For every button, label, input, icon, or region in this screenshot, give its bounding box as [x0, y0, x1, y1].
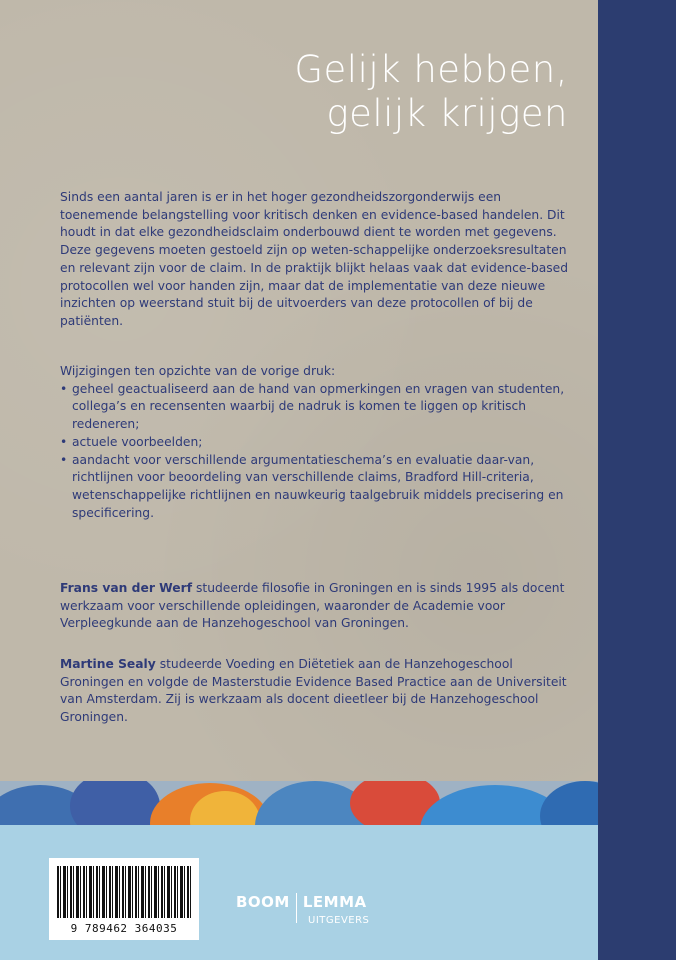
isbn-digits: 9 789462 364035 [70, 922, 178, 935]
spine-band [598, 0, 676, 960]
changes-section [60, 363, 576, 522]
changes-list [60, 381, 576, 523]
author-name: Martine Sealy [60, 657, 156, 671]
author-name: Frans van der Werf [60, 581, 193, 595]
title-line-1: Gelijk hebben, [294, 48, 568, 91]
author-bio-1 [60, 580, 576, 633]
publisher-name-right: LEMMA [302, 893, 367, 911]
publisher-name-left: BOOM [236, 893, 290, 911]
list-item: • aandacht voor verschillende argumentatieschema’s en evaluatie daar-van, richtlijnen voor beoordeling van verschillende claims, Bradford Hill-criteria, wetenschappelijke richtlijnen en nauwkeurig taalgebruik middels precisering en specificering. [60, 452, 576, 523]
illustration-strip [0, 781, 598, 825]
author-bio-text: studeerde Voeding en Diëtetiek aan de Hanzehogeschool Groningen en volgde de Masterstudie Evidence Based Practice aan de Universiteit van Amsterdam. Zij is werkzaam als docent dieetleer bij de Hanzehogeschool Groningen. [60, 657, 567, 725]
publisher-logo [236, 893, 396, 926]
book-title [294, 48, 568, 136]
author-bio-text: studeerde filosofie in Groningen en is sinds 1995 als docent werkzaam voor verschillende opleidingen, waaronder de Academie voor Verpleegkunde aan de Hanzehogeschool van Groningen. [60, 581, 565, 631]
intro-paragraph: Sinds een aantal jaren is er in het hoger gezondheidszorgonderwijs een toenemende belangstelling voor kritisch denken en evidence-based handelen. Dit houdt in dat elke gezondheidsclaim onderbouwd dient te worden met gegevens. Deze gegevens moeten gestoeld zijn op weten-schappelijke onderzoeksresultaten en relevant zijn voor de claim. In de praktijk blijkt helaas vaak dat evidence-based protocollen wel voor handen zijn, maar dat de implementatie van deze nieuwe inzichten op weerstand stuit bij de uitvoerders van deze protocollen of bij de patiënten. [60, 190, 569, 328]
publisher-subtitle: UITGEVERS [308, 915, 370, 926]
barcode-bars [57, 866, 191, 918]
list-item: • actuele voorbeelden; [60, 434, 576, 452]
author-bio-2 [60, 656, 576, 727]
list-item: • geheel geactualiseerd aan de hand van opmerkingen en vragen van studenten, collega’s en recensenten waarbij de nadruk is komen te liggen op kritisch redeneren; [60, 381, 576, 434]
logo-divider [296, 893, 297, 923]
changes-heading: Wijzigingen ten opzichte van de vorige druk: [60, 364, 336, 378]
isbn-barcode [49, 858, 199, 940]
title-line-2: gelijk krijgen [326, 92, 568, 135]
